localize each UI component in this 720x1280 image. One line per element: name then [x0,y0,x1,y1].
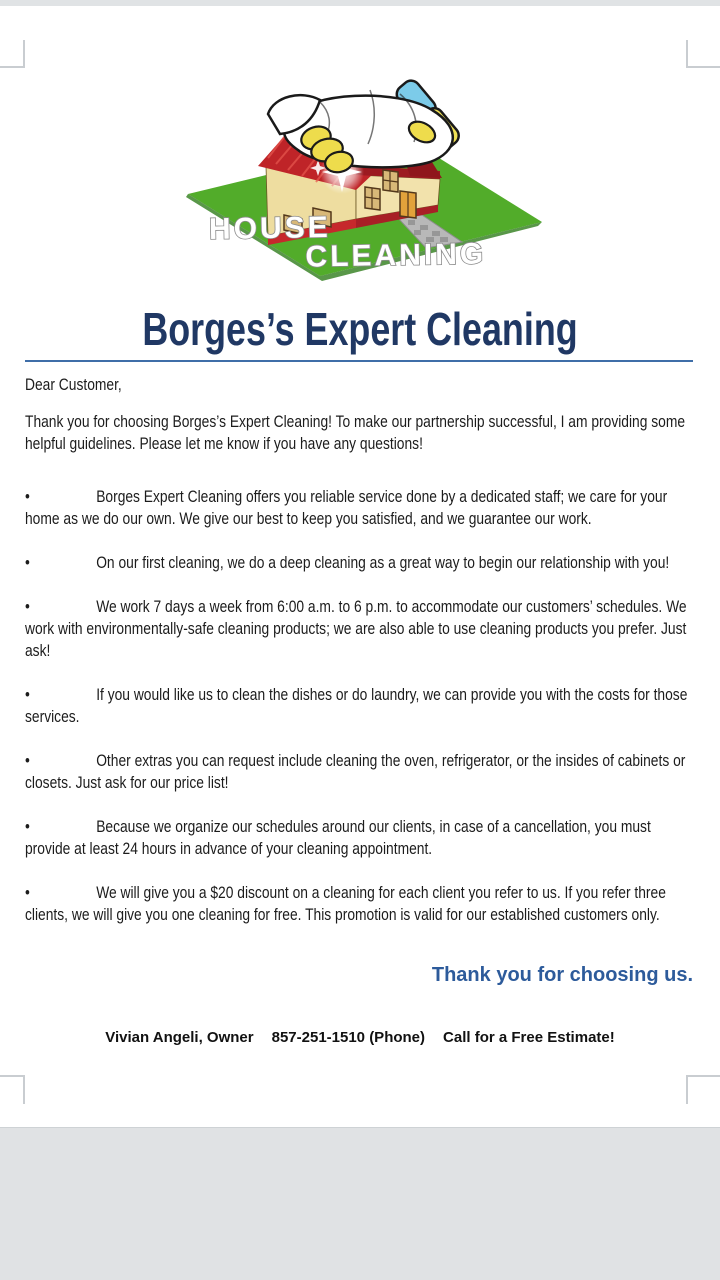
title-underline-rule [25,360,693,362]
bullet-text: Borges Expert Cleaning offers you reliable service done by a dedicated staff; we care for your home as we do our own. We give our best to keep you satisfied, and we guarantee our work. [25,488,668,528]
owner-name: Vivian Angeli, Owner [105,1029,254,1046]
bullet-item-4 [25,684,695,728]
bullet-text: We work 7 days a week from 6:00 a.m. to 6 p.m. to accommodate our customers’ schedules. We work with environmentally-safe cleaning products; we are also able to use cleaning products you prefer. Just ask! [25,598,687,660]
bullet-text: Because we organize our schedules around our clients, in case of a cancellation, you must provide at least 24 hours in advance of your cleaning appointment. [25,818,651,858]
phone-number: 857-251-1510 (Phone) [271,1029,426,1046]
bullet-item-5 [25,750,695,794]
bullet-text: Other extras you can request include cleaning the oven, refrigerator, or the insides of cabinets or closets. Just ask for our price list! [25,752,686,792]
closing-line: Thank you for choosing us. [431,964,693,986]
letter-body [25,374,695,926]
text-boundary-corner-top-right [686,40,720,68]
bullet-glyph: • [25,554,30,572]
document-page[interactable] [0,6,720,1127]
bullet-item-1 [25,486,695,530]
text-boundary-corner-bottom-left [0,1075,25,1104]
bullet-glyph: • [25,752,30,770]
house-cleaning-logo [170,72,560,285]
bullet-item-6 [25,816,695,860]
bullet-glyph: • [25,488,30,506]
page-title: Borges’s Expert Cleaning [142,303,578,355]
bullet-glyph: • [25,598,30,616]
bullet-item-3 [25,596,695,662]
intro-paragraph: Thank you for choosing Borges’s Expert Cleaning! To make our partnership successful, I am providing some helpful guidelines. Please let me know if you have any questions! [25,413,686,453]
bullet-glyph: • [25,686,30,704]
bullet-text: If you would like us to clean the dishes or do laundry, we can provide you with the costs for those services. [25,686,688,726]
bullet-item-7 [25,882,695,926]
house-cleaning-logo-image [170,72,560,285]
bullet-item-2 [25,552,695,574]
call-to-action: Call for a Free Estimate! [443,1029,615,1046]
salutation: Dear Customer, [25,376,122,394]
bullet-glyph: • [25,884,30,902]
bullet-glyph: • [25,818,30,836]
text-boundary-corner-top-left [0,40,25,68]
logo-word-cleaning: CLEANING [305,237,487,274]
text-boundary-corner-bottom-right [686,1075,720,1104]
logo-word-house: HOUSE [208,210,331,247]
bullet-text: On our first cleaning, we do a deep cleaning as a great way to begin our relationship with you! [96,554,670,572]
bullet-text: We will give you a $20 discount on a cleaning for each client you refer to us. If you refer three clients, we will give you one cleaning for free. This promotion is valid for our established customers only. [25,884,666,924]
contact-footer [0,1029,720,1046]
page-gap-bottom [0,1127,720,1280]
